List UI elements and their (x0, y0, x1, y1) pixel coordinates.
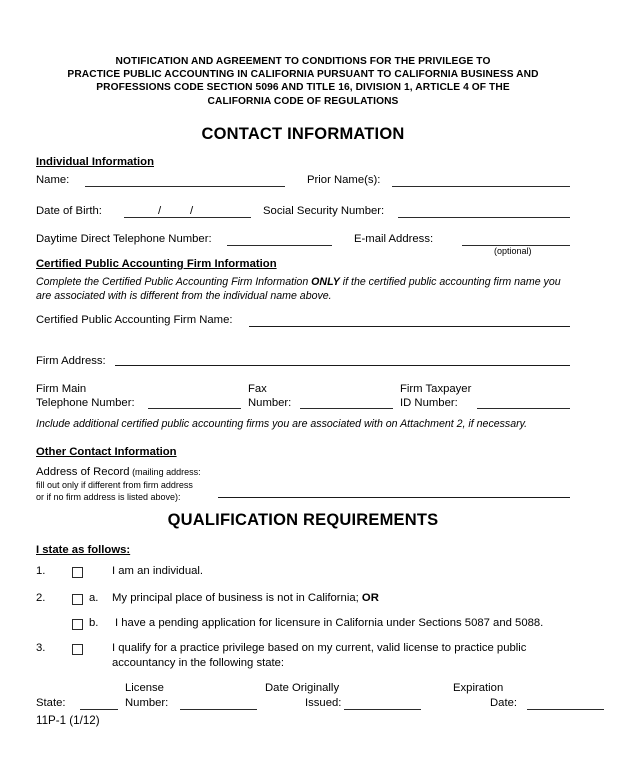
license-number-input[interactable] (180, 709, 257, 710)
address-of-record-note-line2: fill out only if different from firm address (36, 479, 193, 490)
document-header (36, 0, 570, 144)
statement-intro-wrap (36, 540, 130, 558)
social-security-number-label: Social Security Number: (263, 205, 385, 217)
document-title (36, 0, 570, 108)
expiration-label-line1: Expiration (453, 682, 504, 694)
expiration-label-line2: Date: (490, 697, 518, 709)
checkbox-glyph (72, 567, 83, 578)
firm-main-phone-label-line1: Firm Main (36, 383, 87, 395)
attachment-note: Include additional certified public accounting firms you are associated with on Attachment 2, if necessary. (36, 418, 528, 430)
address-of-record-note-line1: (mailing address: (129, 467, 201, 477)
item-2a-letter: a. (89, 592, 99, 604)
other-contact-subheading-wrap (36, 442, 177, 460)
firm-taxpayer-id-input[interactable] (477, 408, 570, 409)
name-input[interactable] (85, 186, 285, 187)
form-code-footer: 11P-1 (1/12) (36, 714, 100, 727)
title-line-1: NOTIFICATION AND AGREEMENT TO CONDITIONS FOR THE PRIVILEGE TO (115, 56, 491, 67)
checkbox-glyph (72, 619, 83, 630)
fax-number-input[interactable] (300, 408, 393, 409)
other-contact-subheading: Other Contact Information (36, 446, 177, 458)
title-line-4: CALIFORNIA CODE OF REGULATIONS (207, 95, 399, 107)
daytime-telephone-input[interactable] (227, 245, 332, 246)
email-address-label: E-mail Address: (354, 233, 434, 245)
fax-label-line1: Fax (248, 383, 267, 395)
title-line-3: PROFESSIONS CODE SECTION 5096 AND TITLE 16, DIVISION 1, ARTICLE 4 OF THE (96, 82, 510, 94)
item-1-checkbox[interactable] (72, 564, 83, 582)
item-3-text-line1: I qualify for a practice privilege based on my current, valid license to practice public (112, 642, 527, 654)
expiration-date-input[interactable] (527, 709, 604, 710)
firm-main-phone-label-line2: Telephone Number: (36, 397, 135, 409)
item-1-text: I am an individual. (112, 565, 204, 577)
name-label: Name: (36, 174, 70, 186)
item-1-number: 1. (36, 565, 46, 577)
firm-instruction-post: if the certified public accounting firm name you are associated with is different from the individual name above. (36, 276, 561, 302)
date-issued-label-line2: Issued: (305, 697, 342, 709)
item-2a-checkbox[interactable] (72, 591, 83, 609)
checkbox-glyph (72, 644, 83, 655)
firm-instruction-text (36, 276, 570, 303)
item-2b-letter: b. (89, 617, 99, 629)
item-2a-text (112, 591, 379, 605)
date-issued-label-line1: Date Originally (265, 682, 340, 694)
item-2a-text-or: OR (361, 592, 379, 604)
prior-names-label: Prior Name(s): (307, 174, 381, 186)
item-2a-text-pre: My principal place of business is not in California; (112, 592, 362, 604)
item-3-text-line2: accountancy in the following state: (112, 657, 285, 669)
firm-address-input[interactable] (115, 365, 570, 366)
date-of-birth-input[interactable] (124, 217, 251, 218)
firm-taxpayer-label-line2: ID Number: (400, 397, 458, 409)
firm-instruction-pre: Complete the Certified Public Accounting Firm Information (36, 276, 312, 288)
item-2b-checkbox[interactable] (72, 616, 83, 634)
social-security-number-input[interactable] (398, 217, 570, 218)
individual-information-subheading-wrap (36, 152, 154, 170)
state-label: State: (36, 697, 66, 709)
item-2-number: 2. (36, 592, 46, 604)
firm-information-subheading: Certified Public Accounting Firm Information (36, 258, 277, 270)
firm-instruction-only: ONLY (311, 276, 340, 288)
checkbox-glyph (72, 594, 83, 605)
date-of-birth-label: Date of Birth: (36, 205, 102, 217)
license-number-label-line1: License (125, 682, 164, 694)
firm-name-label: Certified Public Accounting Firm Name: (36, 314, 233, 326)
address-of-record-bold: Address of Record (36, 466, 130, 478)
title-line-2: PRACTICE PUBLIC ACCOUNTING IN CALIFORNIA PURSUANT TO CALIFORNIA BUSINESS AND (67, 69, 539, 81)
daytime-telephone-label: Daytime Direct Telephone Number: (36, 233, 212, 245)
address-of-record-note-line3: or if no firm address is listed above): (36, 492, 181, 502)
item-2b-text: I have a pending application for licensure in California under Sections 5087 and 5088. (115, 617, 544, 629)
dob-slash-1: / (158, 205, 162, 217)
item-3-checkbox[interactable] (72, 641, 83, 659)
firm-information-subheading-wrap (36, 254, 277, 272)
statement-intro: I state as follows: (36, 544, 131, 556)
address-of-record-input[interactable] (218, 497, 570, 498)
firm-main-phone-input[interactable] (148, 408, 241, 409)
email-optional-note: (optional) (494, 246, 532, 256)
dob-slash-2: / (190, 205, 194, 217)
date-issued-input[interactable] (344, 709, 421, 710)
state-input[interactable] (80, 709, 118, 710)
qualification-requirements-heading: QUALIFICATION REQUIREMENTS (167, 511, 439, 529)
firm-name-input[interactable] (249, 326, 570, 327)
prior-names-input[interactable] (392, 186, 570, 187)
license-number-label-line2: Number: (125, 697, 169, 709)
fax-label-line2: Number: (248, 397, 292, 409)
contact-information-heading: CONTACT INFORMATION (201, 124, 405, 143)
address-of-record-label (36, 465, 201, 504)
item-3-number: 3. (36, 642, 46, 654)
individual-information-subheading: Individual Information (36, 156, 154, 168)
qualification-heading-wrap (36, 511, 570, 530)
firm-taxpayer-label-line1: Firm Taxpayer (400, 383, 472, 395)
firm-address-label: Firm Address: (36, 355, 106, 367)
